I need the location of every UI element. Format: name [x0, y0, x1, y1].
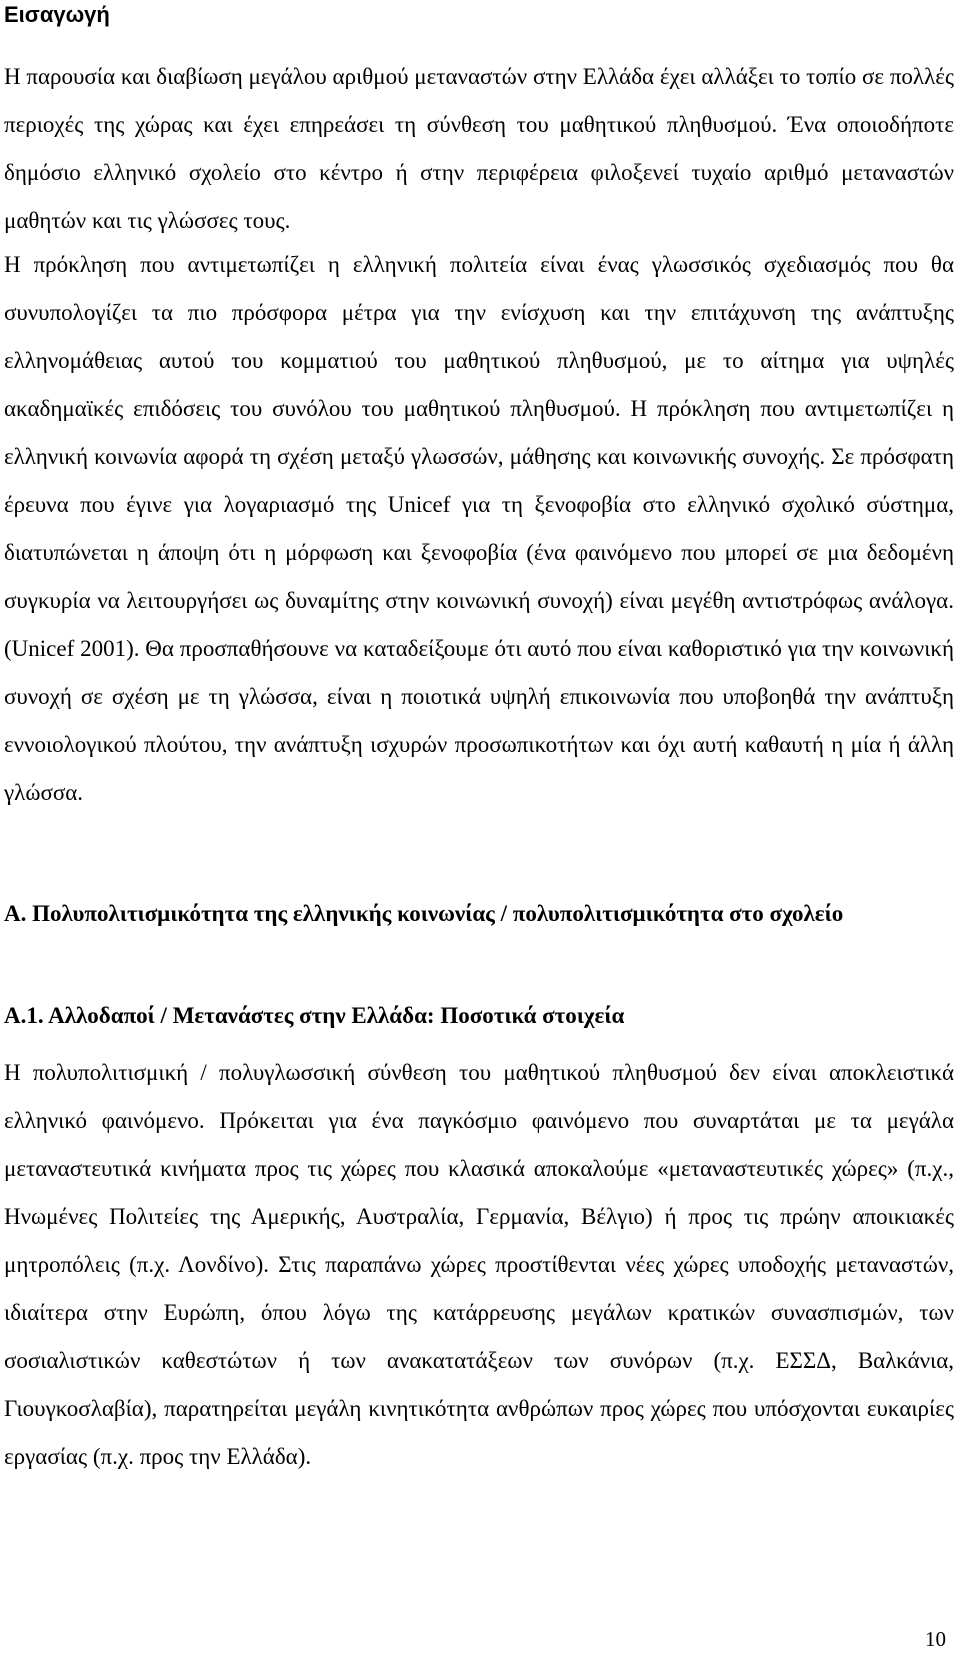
intro-paragraph-1: Η παρουσία και διαβίωση μεγάλου αριθμού μεταναστών στην Ελλάδα έχει αλλάξει το τοπίο σε πολλές περιοχές της χώρας και έχει επηρεάσει τη σύνθεση του μαθητικού πληθυσμού. Ένα οποιοδήποτε δημόσιο ελληνικό σχολείο στο κέντρο ή στην περιφέρεια φιλοξενεί τυχαίο αριθμό μεταναστών μαθητών και τις γλώσσες τους. — [4, 64, 954, 233]
intro-heading: Εισαγωγή — [4, 2, 110, 27]
section-a1-paragraph: Η πολυπολιτισμική / πολυγλωσσική σύνθεση του μαθητικού πληθυσμού δεν είναι αποκλειστικά ελληνικό φαινόμενο. Πρόκειται για ένα παγκόσμιο φαινόμενο που συναρτάται με τα μεγάλα μεταναστευτικά κινήματα προς τις χώρες που κλασικά αποκαλούμε «μεταναστευτικές χώρες» (π.χ., Ηνωμένες Πολιτείες της Αμερικής, Αυστραλία, Γερμανία, Βέλγιο) ή προς τις πρώην αποικιακές μητροπόλεις (π.χ. Λονδίνο). Στις παραπάνω χώρες προστίθενται νέες χώρες υποδοχής μεταναστών, ιδιαίτερα στην Ευρώπη, όπου λόγω της κατάρρευσης μεγάλων κρατικών συνασπισμών, των σοσιαλιστικών καθεστώτων ή των ανακατατάξεων των συνόρων (π.χ. ΕΣΣΔ, Βαλκάνια, Γιουγκοσλαβία), παρατηρείται μεγάλη κινητικότητα ανθρώπων προς χώρες που υπόσχονται ευκαιρίες εργασίας (π.χ. προς την Ελλάδα). — [4, 1060, 954, 1469]
section-a-heading: Α. Πολυπολιτισμικότητα της ελληνικής κοινωνίας / πολυπολιτισμικότητα στο σχολείο — [4, 901, 844, 926]
section-a1-heading: Α.1. Αλλοδαποί / Μετανάστες στην Ελλάδα: Ποσοτικά στοιχεία — [4, 1003, 625, 1028]
intro-paragraph-2: Η πρόκληση που αντιμετωπίζει η ελληνική πολιτεία είναι ένας γλωσσικός σχεδιασμός που θα συνυπολογίζει τα πιο πρόσφορα μέτρα για την ενίσχυση και την επιτάχυνση της ανάπτυξης ελληνομάθειας αυτού του κομματιού του μαθητικού πληθυσμού, με το αίτημα για υψηλές ακαδημαϊκές επιδόσεις του συνόλου του μαθητικού πληθυσμού. Η πρόκληση που αντιμετωπίζει η ελληνική κοινωνία αφορά τη σχέση μεταξύ γλωσσών, μάθησης και κοινωνικής συνοχής. Σε πρόσφατη έρευνα που έγινε για λογαριασμό της Unicef για τη ξενοφοβία στο ελληνικό σχολικό σύστημα, διατυπώνεται η άποψη ότι η μόρφωση και ξενοφοβία (ένα φαινόμενο που μπορεί σε μια δεδομένη συγκυρία να λειτουργήσει ως δυναμίτης στην κοινωνική συνοχή) είναι μεγέθη αντιστρόφως ανάλογα. (Unicef 2001). Θα προσπαθήσουνε να καταδείξουμε ότι αυτό που είναι καθοριστικό για την κοινωνική συνοχή σε σχέση με τη γλώσσα, είναι η ποιοτικά υψηλή επικοινωνία που υποβοηθά την ανάπτυξη εννοιολογικού πλούτου, την ανάπτυξη ισχυρών προσωπικοτήτων και όχι αυτή καθαυτή η μία ή άλλη γλώσσα. — [4, 252, 954, 805]
page-number: 10 — [925, 1627, 946, 1651]
